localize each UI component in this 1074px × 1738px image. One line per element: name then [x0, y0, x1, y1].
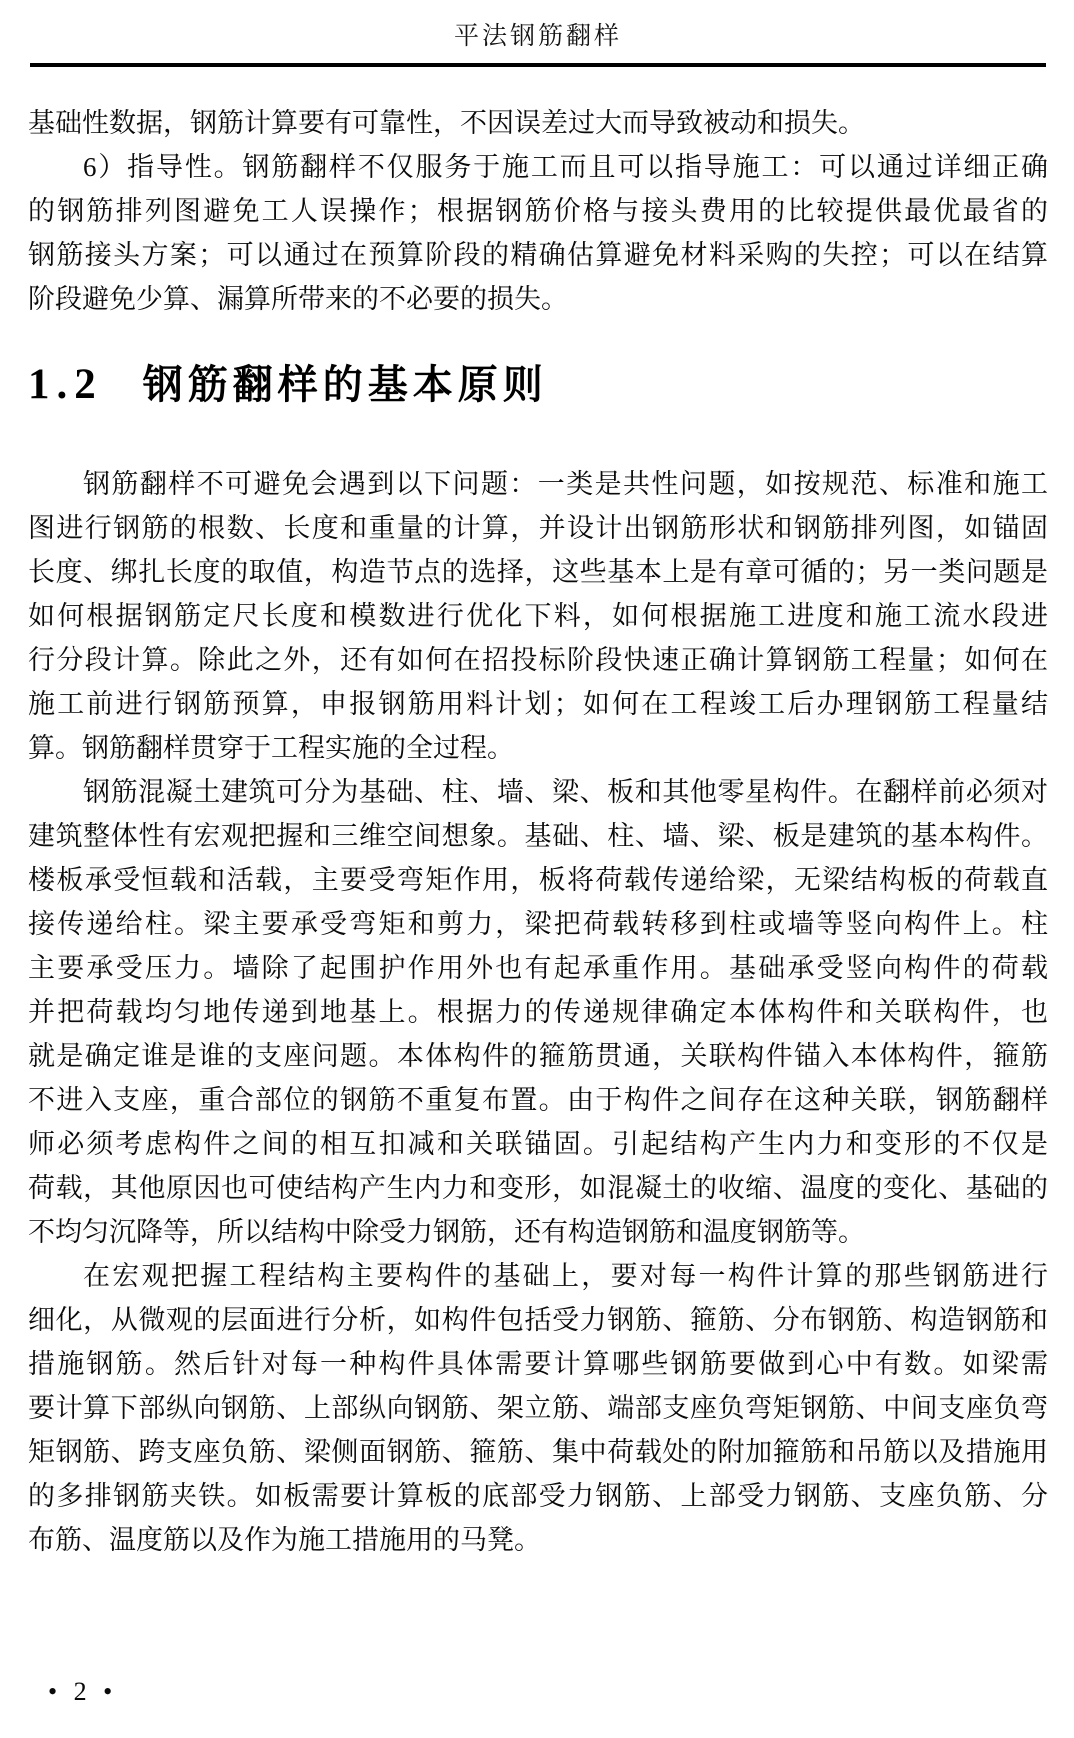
text-line: 阶段避免少算、漏算所带来的不必要的损失。 — [28, 284, 568, 314]
text-line: 钢筋接头方案；可以通过在预算阶段的精确估算避免材料采购的失控；可以在结算 — [28, 240, 1048, 270]
paragraph-continuation — [28, 101, 1048, 145]
running-header-title: 平法钢筋翻样 — [453, 23, 622, 50]
section-heading — [28, 357, 1048, 422]
text-line: 措施钢筋。然后针对每一种构件具体需要计算哪些钢筋要做到心中有数。如梁需 — [28, 1349, 1048, 1379]
text-line: 细化，从微观的层面进行分析，如构件包括受力钢筋、箍筋、分布钢筋、构造钢筋和 — [28, 1305, 1048, 1335]
running-header — [28, 0, 1048, 67]
paragraph — [28, 1254, 1048, 1562]
text-line: 在宏观把握工程结构主要构件的基础上，要对每一构件计算的那些钢筋进行 — [83, 1261, 1048, 1291]
header-rule — [30, 63, 1046, 67]
text-line: 建筑整体性有宏观把握和三维空间想象。基础、柱、墙、梁、板是建筑的基本构件。 — [28, 821, 1048, 851]
paragraph — [28, 462, 1048, 770]
paragraph — [28, 770, 1048, 1254]
text-line: 矩钢筋、跨支座负筋、梁侧面钢筋、箍筋、集中荷载处的附加箍筋和吊筋以及措施用 — [28, 1437, 1048, 1467]
text-line: 基础性数据，钢筋计算要有可靠性，不因误差过大而导致被动和损失。 — [28, 108, 865, 138]
page-number: • 2 • — [48, 1677, 113, 1706]
text-line: 算。钢筋翻样贯穿于工程实施的全过程。 — [28, 733, 514, 763]
text-line: 的多排钢筋夹铁。如板需要计算板的底部受力钢筋、上部受力钢筋、支座负筋、分 — [28, 1481, 1048, 1511]
text-line: 布筋、温度筋以及作为施工措施用的马凳。 — [28, 1525, 541, 1555]
text-line: 要计算下部纵向钢筋、上部纵向钢筋、架立筋、端部支座负弯矩钢筋、中间支座负弯 — [28, 1393, 1048, 1423]
text-line: 楼板承受恒载和活载，主要受弯矩作用，板将荷载传递给梁，无梁结构板的荷载直 — [28, 865, 1048, 895]
text-line: 行分段计算。除此之外，还有如何在招投标阶段快速正确计算钢筋工程量；如何在 — [28, 645, 1048, 675]
text-line: 图进行钢筋的根数、长度和重量的计算，并设计出钢筋形状和钢筋排列图，如锚固 — [28, 513, 1048, 543]
text-line: 不均匀沉降等，所以结构中除受力钢筋，还有构造钢筋和温度钢筋等。 — [28, 1217, 865, 1247]
text-line: 荷载，其他原因也可使结构产生内力和变形，如混凝土的收缩、温度的变化、基础的 — [28, 1173, 1048, 1203]
text-line: 钢筋混凝土建筑可分为基础、柱、墙、梁、板和其他零星构件。在翻样前必须对 — [83, 777, 1048, 807]
text-line: 的钢筋排列图避免工人误操作；根据钢筋价格与接头费用的比较提供最优最省的 — [28, 196, 1048, 226]
section-heading-title: 钢筋翻样的基本原则 — [142, 363, 548, 407]
text-line: 施工前进行钢筋预算，申报钢筋用料计划；如何在工程竣工后办理钢筋工程量结 — [28, 689, 1048, 719]
text-line: 长度、绑扎长度的取值，构造节点的选择，这些基本上是有章可循的；另一类问题是 — [28, 557, 1048, 587]
text-line: 6）指导性。钢筋翻样不仅服务于施工而且可以指导施工：可以通过详细正确 — [83, 152, 1048, 182]
text-line: 接传递给柱。梁主要承受弯矩和剪力，梁把荷载转移到柱或墙等竖向构件上。柱 — [28, 909, 1048, 939]
paragraph-item-6 — [28, 145, 1048, 321]
text-line: 主要承受压力。墙除了起围护作用外也有起承重作用。基础承受竖向构件的荷载 — [28, 953, 1048, 983]
page-footer — [48, 1676, 112, 1708]
text-line: 并把荷载均匀地传递到地基上。根据力的传递规律确定本体构件和关联构件，也 — [28, 997, 1048, 1027]
page-content — [28, 101, 1048, 1562]
section-heading-number: 1.2 — [28, 361, 103, 408]
text-line: 钢筋翻样不可避免会遇到以下问题：一类是共性问题，如按规范、标准和施工 — [83, 469, 1048, 499]
text-line: 不进入支座，重合部位的钢筋不重复布置。由于构件之间存在这种关联，钢筋翻样 — [28, 1085, 1048, 1115]
text-line: 就是确定谁是谁的支座问题。本体构件的箍筋贯通，关联构件锚入本体构件，箍筋 — [28, 1041, 1048, 1071]
text-line: 师必须考虑构件之间的相互扣减和关联锚固。引起结构产生内力和变形的不仅是 — [28, 1129, 1048, 1159]
text-line: 如何根据钢筋定尺长度和模数进行优化下料，如何根据施工进度和施工流水段进 — [28, 601, 1048, 631]
